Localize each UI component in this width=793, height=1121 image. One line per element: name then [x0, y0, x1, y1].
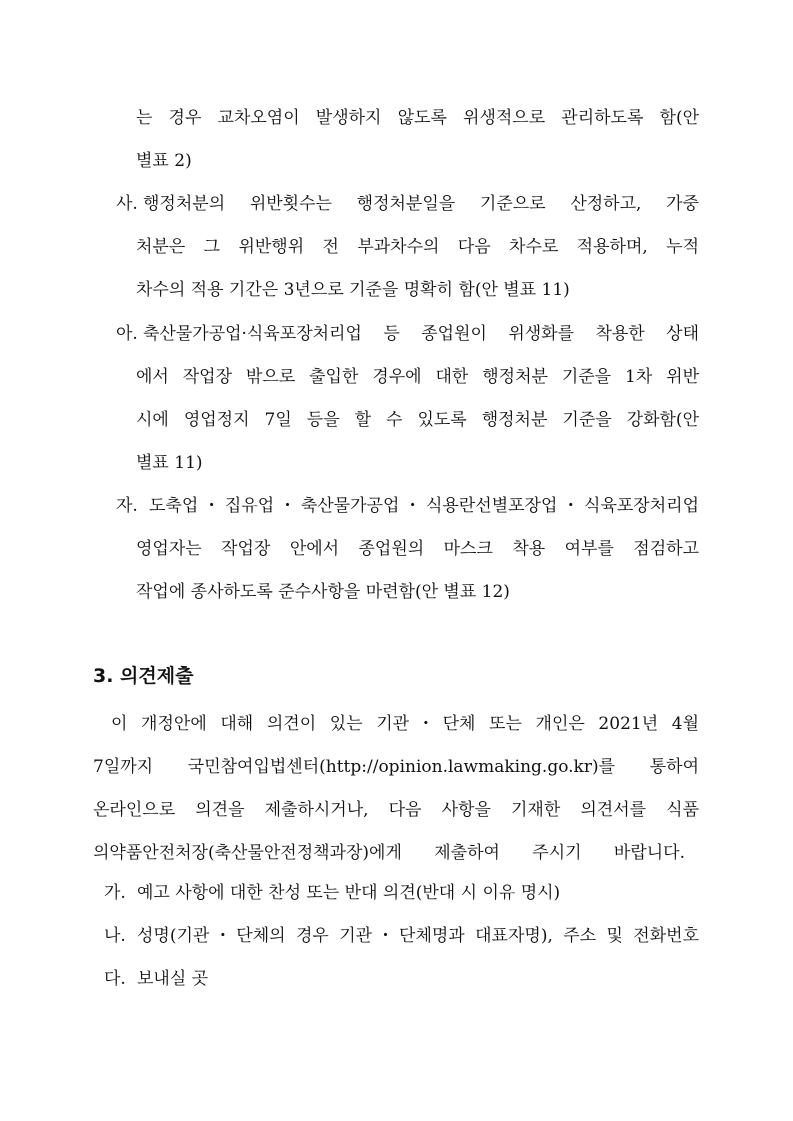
item-ja-line-3: 작업에 종사하도록 준수사항을 마련함(안 별표 12): [136, 582, 510, 602]
item-sa-line-1: 행정처분의 위반횟수는 행정처분일을 기준으로 산정하고, 가중: [143, 194, 699, 214]
item-marker-a: 아.: [116, 324, 138, 344]
carryover-line-1: 는 경우 교차오염이 발생하지 않도록 위생적으로 관리하도록 함(안: [136, 108, 699, 128]
item-ja-line-2: 영업자는 작업장 안에서 종업원의 마스크 착용 여부를 점검하고: [136, 539, 699, 559]
item-a-line-4: 별표 11): [136, 453, 203, 473]
sub-item-da-text: 보내실 곳: [137, 969, 209, 989]
sub-item-marker-na: 나.: [104, 926, 126, 946]
section-para-line-1: 이 개정안에 대해 의견이 있는 기관・단체 또는 개인은 2021년 4월: [111, 714, 699, 734]
section-para-line-3: 온라인으로 의견을 제출하시거나, 다음 사항을 기재한 의견서를 식품: [93, 800, 699, 820]
item-ja-line-1: 도축업・집유업・축산물가공업・식용란선별포장업・식육포장처리업: [149, 496, 699, 516]
item-a-line-1: 축산물가공업·식육포장처리업 등 종업원이 위생화를 착용한 상태: [143, 324, 699, 344]
item-sa-line-2: 처분은 그 위반행위 전 부과차수의 다음 차수로 적용하며, 누적: [136, 237, 699, 257]
section-para-line-2: 7일까지 국민참여입법센터(http://opinion.lawmaking.go.kr)를 통하여: [93, 757, 699, 777]
item-sa-line-3: 차수의 적용 기간은 3년으로 기준을 명확히 함(안 별표 11): [136, 280, 570, 300]
sub-item-na-text: 성명(기관・단체의 경우 기관・단체명과 대표자명), 주소 및 전화번호: [137, 926, 699, 946]
carryover-line-2: 별표 2): [136, 151, 192, 171]
section-para-line-4: 의약품안전처장(축산물안전정책과장)에게 제출하여 주시기 바랍니다.: [93, 843, 685, 863]
item-a-line-3: 시에 영업정지 7일 등을 할 수 있도록 행정처분 기준을 강화함(안: [136, 410, 699, 430]
sub-item-ga-text: 예고 사항에 대한 찬성 또는 반대 의견(반대 시 이유 명시): [137, 883, 561, 903]
sub-item-marker-ga: 가.: [104, 883, 126, 903]
section-heading: 3. 의견제출: [93, 665, 194, 687]
sub-item-marker-da: 다.: [104, 969, 126, 989]
item-a-line-2: 에서 작업장 밖으로 출입한 경우에 대한 행정처분 기준을 1차 위반: [136, 367, 699, 387]
item-marker-ja: 자.: [116, 496, 138, 516]
item-marker-sa: 사.: [116, 194, 138, 214]
